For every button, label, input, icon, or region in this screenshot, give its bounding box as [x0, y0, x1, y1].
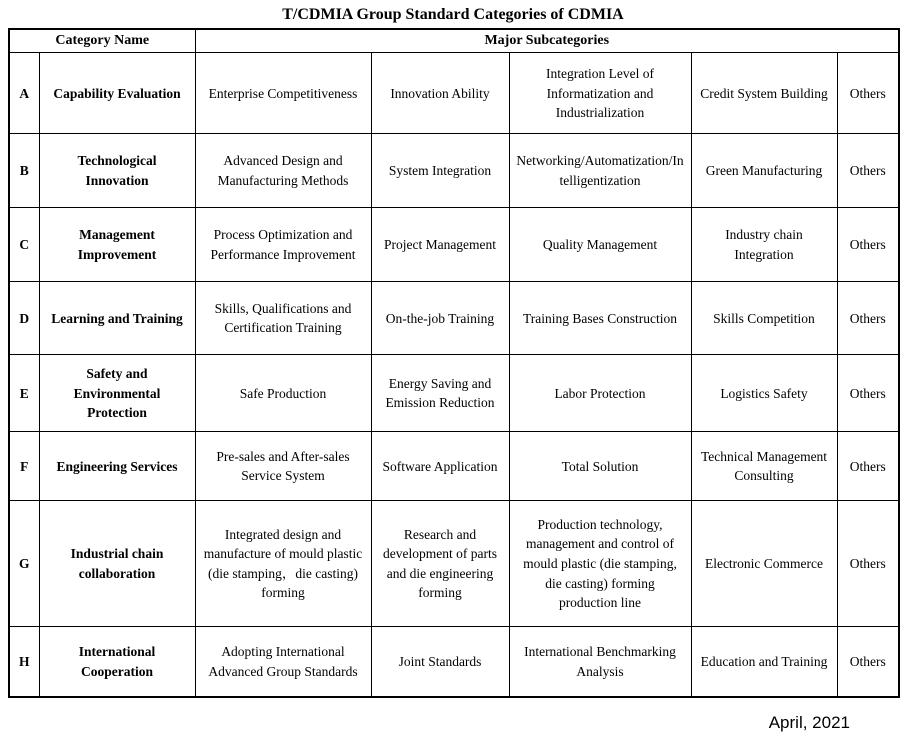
table-body — [9, 53, 899, 697]
subcategory-cell: Technical Management Consulting — [691, 432, 837, 501]
subcategory-cell: Joint Standards — [371, 627, 509, 697]
subcategory-cell: Others — [837, 282, 899, 355]
subcategory-cell: Skills Competition — [691, 282, 837, 355]
subcategory-cell: System Integration — [371, 134, 509, 208]
subcategory-cell: International Benchmarking Analysis — [509, 627, 691, 697]
table-row — [9, 208, 899, 282]
column-header-category-name: Category Name — [9, 29, 195, 53]
category-name: Safety and Environmental Protection — [39, 355, 195, 432]
table-row — [9, 53, 899, 134]
subcategory-cell: Adopting International Advanced Group Standards — [195, 627, 371, 697]
table-row — [9, 501, 899, 627]
category-letter: E — [9, 355, 39, 432]
subcategory-cell: Networking/Automatization/Intelligentization — [509, 134, 691, 208]
subcategory-cell: Enterprise Competitiveness — [195, 53, 371, 134]
subcategory-cell: Integrated design and manufacture of mould plastic (die stamping，die casting) forming — [195, 501, 371, 627]
subcategory-cell: Production technology, management and control of mould plastic (die stamping, die casting) forming production line — [509, 501, 691, 627]
subcategory-cell: Software Application — [371, 432, 509, 501]
table-row — [9, 282, 899, 355]
table-row — [9, 432, 899, 501]
column-header-major-subcategories: Major Subcategories — [195, 29, 899, 53]
subcategory-cell: Others — [837, 501, 899, 627]
subcategory-cell: Training Bases Construction — [509, 282, 691, 355]
category-name: Industrial chain collaboration — [39, 501, 195, 627]
category-name: International Cooperation — [39, 627, 195, 697]
subcategory-cell: Innovation Ability — [371, 53, 509, 134]
subcategory-cell: Logistics Safety — [691, 355, 837, 432]
subcategory-cell: Total Solution — [509, 432, 691, 501]
subcategory-cell: Process Optimization and Performance Improvement — [195, 208, 371, 282]
subcategory-cell: Advanced Design and Manufacturing Methods — [195, 134, 371, 208]
category-name: Engineering Services — [39, 432, 195, 501]
category-letter: H — [9, 627, 39, 697]
category-letter: G — [9, 501, 39, 627]
subcategory-cell: Others — [837, 627, 899, 697]
subcategory-cell: Others — [837, 134, 899, 208]
table-row — [9, 355, 899, 432]
category-letter: B — [9, 134, 39, 208]
category-letter: F — [9, 432, 39, 501]
footer-date: April, 2021 — [768, 713, 850, 732]
categories-table — [8, 28, 900, 698]
category-name: Capability Evaluation — [39, 53, 195, 134]
table-row — [9, 627, 899, 697]
subcategory-cell: Project Management — [371, 208, 509, 282]
subcategory-cell: Integration Level of Informatization and Industrialization — [509, 53, 691, 134]
subcategory-cell: Education and Training — [691, 627, 837, 697]
category-name: Management Improvement — [39, 208, 195, 282]
category-name: Learning and Training — [39, 282, 195, 355]
subcategory-cell: Safe Production — [195, 355, 371, 432]
table-row — [9, 134, 899, 208]
subcategory-cell: Electronic Commerce — [691, 501, 837, 627]
subcategory-cell: Others — [837, 208, 899, 282]
subcategory-cell: Credit System Building — [691, 53, 837, 134]
subcategory-cell: Research and development of parts and die engineering forming — [371, 501, 509, 627]
subcategory-cell: Industry chain Integration — [691, 208, 837, 282]
subcategory-cell: Labor Protection — [509, 355, 691, 432]
header-row — [9, 29, 899, 53]
category-letter: D — [9, 282, 39, 355]
category-letter: A — [9, 53, 39, 134]
subcategory-cell: On-the-job Training — [371, 282, 509, 355]
subcategory-cell: Others — [837, 432, 899, 501]
subcategory-cell: Others — [837, 355, 899, 432]
category-letter: C — [9, 208, 39, 282]
subcategory-cell: Others — [837, 53, 899, 134]
subcategory-cell: Energy Saving and Emission Reduction — [371, 355, 509, 432]
page-title: T/CDMIA Group Standard Categories of CDMIA — [282, 6, 624, 23]
subcategory-cell: Green Manufacturing — [691, 134, 837, 208]
subcategory-cell: Skills, Qualifications and Certification Training — [195, 282, 371, 355]
subcategory-cell: Quality Management — [509, 208, 691, 282]
subcategory-cell: Pre-sales and After-sales Service System — [195, 432, 371, 501]
category-name: Technological Innovation — [39, 134, 195, 208]
